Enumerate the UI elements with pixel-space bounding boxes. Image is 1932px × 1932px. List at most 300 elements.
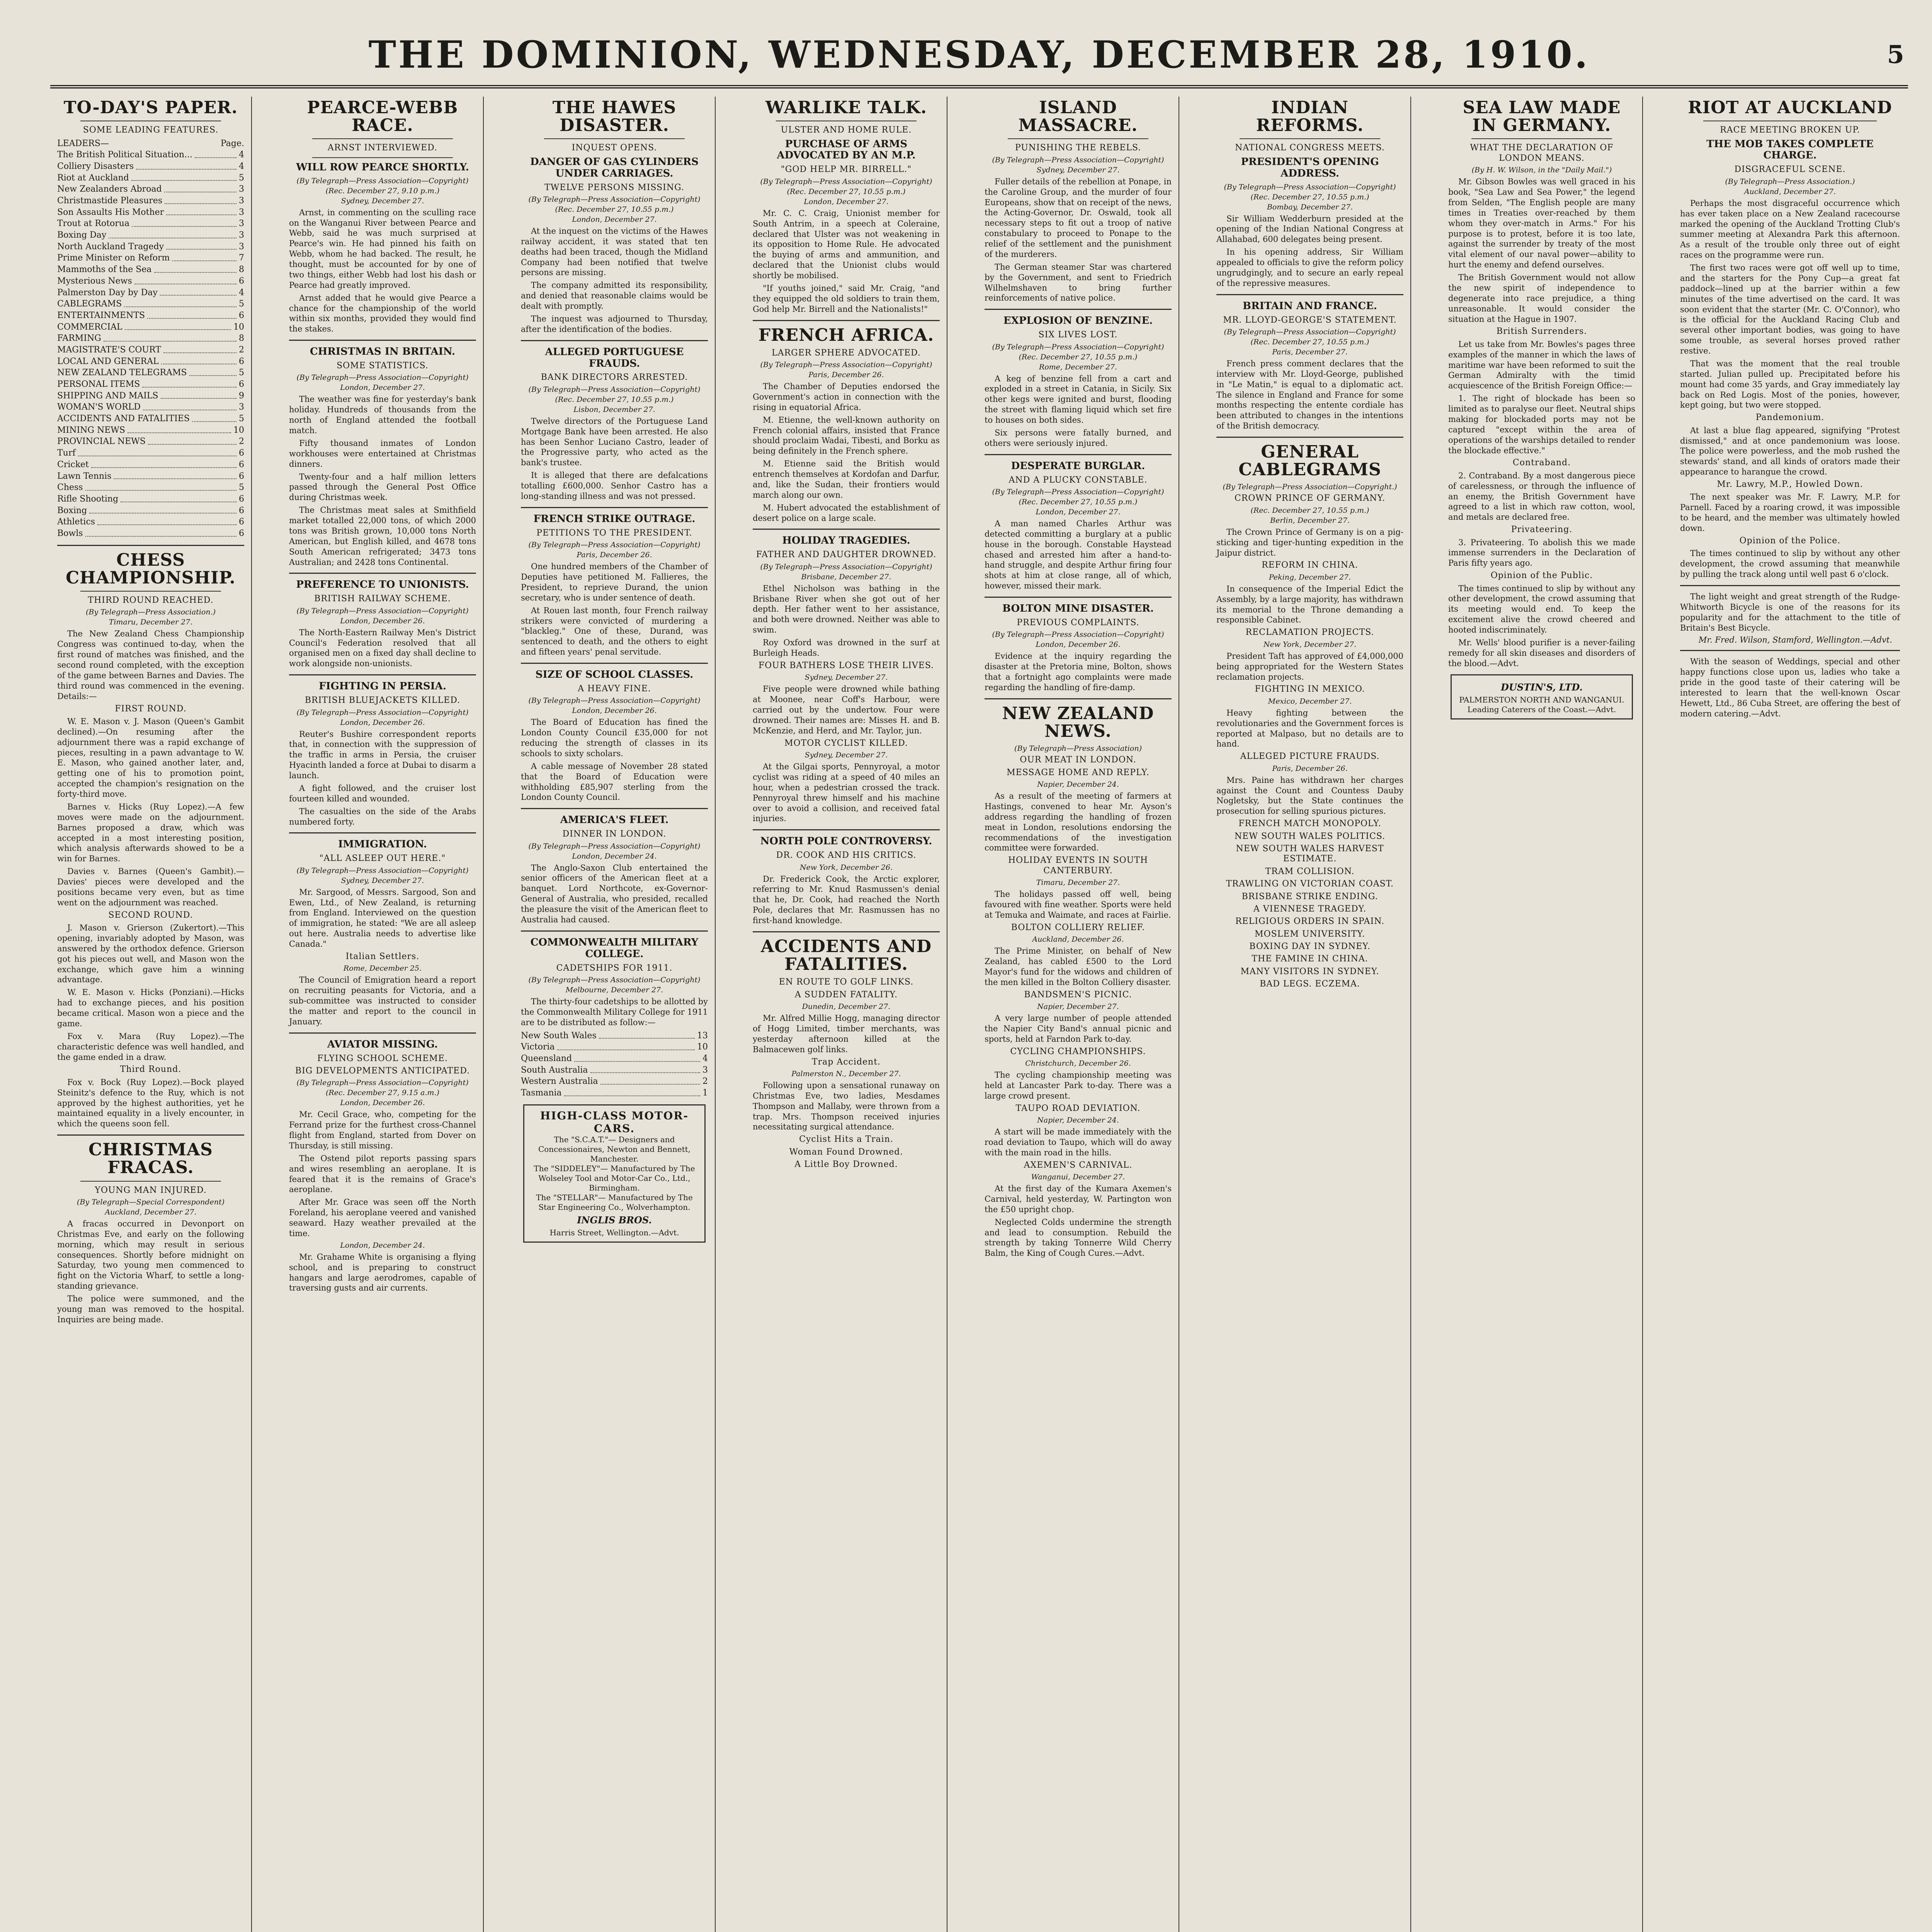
island-dateline: Sydney, December 27.	[1036, 165, 1120, 174]
riot-paragraph: That was the moment that the real trouble started. Julian pulled up. Precipitated before his mount had come 35 yards, and Gray immediately lay back on Red Logis. Most of the ponies, however, kept going, but two were stopped.	[1680, 359, 1900, 410]
contents-row	[57, 379, 244, 390]
contents-page: 6	[239, 448, 244, 458]
contents-page: 6	[239, 310, 244, 320]
dustins-brand: DUSTIN'S, LTD.	[1501, 681, 1583, 693]
moslem-university-subheading: MOSLEM UNIVERSITY.	[1255, 929, 1365, 939]
bandsmen-subheading: BANDSMEN'S PICNIC.	[1024, 990, 1132, 1000]
contents-page: 6	[239, 528, 244, 538]
contents-label: North Auckland Tragedy	[57, 242, 164, 252]
contents-label: Mysterious News	[57, 276, 132, 286]
contents-label: ENTERTAINMENTS	[57, 310, 145, 320]
picture-frauds-dateline: Paris, December 26.	[1272, 764, 1348, 773]
leader-dots	[143, 401, 236, 410]
motor-ad-line: The "STELLAR"— Manufactured by The Star Engineering Co., Wolverhampton.	[536, 1192, 693, 1212]
motor-ad-line: The "SIDDELEY"— Manufactured by The Wolseley Tool and Motor-Car Co., Ltd., Birmingham.	[534, 1163, 695, 1192]
chess-credit: (By Telegraph—Press Association.)	[85, 608, 216, 617]
leader-dots	[134, 276, 236, 284]
school-classes-paragraph: The Board of Education has fined the London County Council £35,000 for not reducing the strength of classes in its schools to sixty scholars.	[521, 718, 708, 758]
accidents-paragraph: Following upon a sensational runaway on Christmas Eve, two ladies, Mesdames Thompson and Mallaby, were thrown from a trap. Mrs. Thompson received injuries necessitating surgical attendance.	[753, 1080, 940, 1132]
contents-row	[57, 184, 244, 195]
christmas-britain-subheading: SOME STATISTICS.	[337, 361, 429, 371]
hawes-heading: THE HAWES DISASTER.	[552, 98, 677, 136]
trap-accident-dateline: Palmerston N., December 27.	[791, 1069, 901, 1078]
christmas-britain-dateline: London, December 27.	[340, 383, 425, 392]
britain-france-received: (Rec. December 27, 10.55 p.m.)	[1250, 337, 1369, 346]
pearce-dateline: Sydney, December 27.	[341, 196, 424, 205]
christmas-britain-credit: (By Telegraph—Press Association—Copyright)	[296, 373, 469, 382]
column-3	[514, 97, 716, 1932]
contents-page: 6	[239, 356, 244, 366]
pearce-webb-subheading-2: WILL ROW PEARCE SHORTLY.	[296, 161, 469, 173]
leader-dots	[148, 436, 236, 445]
holiday-paragraph: Ethel Nicholson was bathing in the Brisbane River when she got out of her depth. Her father went to her assistance, and both were drowned. Neither was able to swim.	[753, 583, 940, 635]
reclamation-subheading: RECLAMATION PROJECTS.	[1245, 628, 1374, 638]
contents-label: Christmastide Pleasures	[57, 196, 163, 206]
holiday-credit: (By Telegraph—Press Association—Copyright)	[760, 562, 932, 571]
contents-label: CABLEGRAMS	[57, 299, 122, 309]
contents-page: 3	[239, 242, 244, 252]
bolton-heading: BOLTON MINE DISASTER.	[1002, 603, 1154, 615]
lawry-subheading: Mr. Lawry, M.P., Howled Down.	[1717, 480, 1863, 490]
contents-row	[57, 172, 244, 184]
divider	[289, 340, 476, 341]
french-africa-paragraph: The Chamber of Deputies endorsed the Government's action in connection with the rising in equatorial Africa.	[753, 382, 940, 412]
riot-paragraph: The first two races were got off well up to time, and the starters for the Pony Cup—a great fat paddock—lined up at the barrier within a few minutes of the time advertised on the card. It was soon evident that the starter (Mr. C. O'Connor), who is the official for the Auckland Racing Club and several other important bodies, was going to have some trouble, as several horses proved rather restive.	[1680, 263, 1900, 355]
contents-page: 4	[239, 150, 244, 160]
contents-page: 3	[239, 402, 244, 412]
contents-label: Chess	[57, 483, 83, 493]
divider	[521, 808, 708, 809]
chess-second-round: SECOND ROUND.	[108, 910, 193, 920]
hawes-subheading: INQUEST OPENS.	[571, 143, 657, 153]
french-africa-heading: FRENCH AFRICA.	[758, 325, 934, 345]
contents-page: 6	[239, 276, 244, 286]
divider	[1216, 294, 1403, 295]
aviator-paragraph: After Mr. Grace was seen off the North Foreland, his aeroplane veered and vanished seaward. Hazy weather prevailed at the time.	[289, 1197, 476, 1238]
tram-collision-subheading: TRAM COLLISION.	[1265, 866, 1355, 876]
portuguese-subheading: BANK DIRECTORS ARRESTED.	[541, 372, 688, 383]
divider	[985, 309, 1172, 310]
contents-label: FARMING	[57, 333, 101, 344]
divider	[985, 597, 1172, 598]
contents-label: Palmerston Day by Day	[57, 287, 158, 298]
warlike-dateline: London, December 27.	[804, 197, 889, 206]
contents-row	[57, 516, 244, 528]
motor-ad-brand: INGLIS BROS.	[577, 1214, 652, 1226]
cadetship-row	[521, 1053, 708, 1065]
cadetship-count: 1	[702, 1088, 708, 1098]
bolton-dateline: London, December 26.	[1036, 640, 1121, 649]
french-strike-heading: FRENCH STRIKE OUTRAGE.	[533, 513, 696, 525]
island-massacre-subheading: PUNISHING THE REBELS.	[1015, 143, 1141, 153]
leader-dots	[97, 516, 236, 525]
column-1	[50, 97, 252, 1932]
leader-dots	[189, 367, 236, 376]
accidents-subheading-2: A SUDDEN FATALITY.	[794, 990, 898, 1000]
christmas-britain-paragraph: Twenty-four and a half million letters passed through the General Post Office during Christmas week.	[289, 472, 476, 502]
french-africa-paragraph: M. Hubert advocated the establishment of desert police on a large scale.	[753, 503, 940, 523]
portuguese-heading: ALLEGED PORTUGUESE FRAUDS.	[545, 346, 684, 369]
aviator-heading: AVIATOR MISSING.	[327, 1038, 438, 1050]
school-classes-paragraph: A cable message of November 28 stated that the Board of Education were withholding £85,907 sterling from the London County Council.	[521, 761, 708, 802]
colliery-relief-subheading: BOLTON COLLIERY RELIEF.	[1011, 922, 1145, 932]
divider	[544, 138, 685, 139]
america-fleet-heading: AMERICA'S FLEET.	[560, 814, 669, 826]
picture-frauds-subheading: ALLEGED PICTURE FRAUDS.	[1240, 752, 1380, 762]
nz-news-credit: (By Telegraph—Press Association)	[1014, 744, 1142, 753]
military-college-paragraph: The thirty-four cadetships to be allotted by the Commonwealth Military College for 1911 are to be distributed as follow:—	[521, 997, 708, 1027]
dustins-advertisement	[1451, 674, 1633, 719]
leader-dots	[192, 413, 236, 422]
advertisement-text: With the season of Weddings, special and other happy functions close upon us, ladies who take a pride in the good taste of their catering will be interested to learn that the well-known Oscar Hewett, Ltd., 86 Cuba Street, are offering the best of modern catering.—Advt.	[1680, 657, 1900, 718]
christmas-dateline: Auckland, December 27.	[105, 1208, 197, 1216]
state-name: Queensland	[521, 1054, 572, 1063]
cycling-subheading: CYCLING CHAMPIONSHIPS.	[1010, 1046, 1146, 1056]
crown-prince-paragraph: The Crown Prince of Germany is on a pig-sticking and tiger-hunting expedition in the Jaipur district.	[1216, 527, 1403, 558]
chess-paragraph: Fox v. Bock (Ruy Lopez).—Bock played Steinitz's defence to the Ruy, which is not approved by the highest authorities, yet he maintained equality in a lively encounter, in which the queens soon fell.	[57, 1077, 244, 1129]
chess-first-round: FIRST ROUND.	[115, 704, 187, 714]
holiday-tragedies-heading: HOLIDAY TRAGEDIES.	[782, 535, 910, 547]
british-surrenders-subheading: British Surrenders.	[1496, 327, 1587, 337]
contents-list	[57, 138, 244, 539]
contents-page: 5	[239, 483, 244, 493]
immigration-credit: (By Telegraph—Press Association—Copyright)	[296, 866, 469, 875]
contents-page: 9	[239, 391, 244, 401]
leader-dots	[161, 390, 236, 399]
warlike-credit: (By Telegraph—Press Association—Copyright)	[760, 177, 932, 186]
chess-paragraph: The New Zealand Chess Championship Congress was continued to-day, when the first round of matches was finished, and the second round completed, with the exception of the game between Barnes and Davies. The third round was commenced in the evening. Details:—	[57, 629, 244, 701]
christmas-britain-paragraph: The weather was fine for yesterday's bank holiday. Hundreds of thousands from the north of England attended the football match.	[289, 395, 476, 435]
leader-dots	[599, 1030, 695, 1039]
contents-label: Athletics	[57, 517, 95, 527]
hawes-subheading-3: TWELVE PERSONS MISSING.	[544, 182, 684, 192]
christmas-fracas-heading: CHRISTMAS FRACAS.	[88, 1140, 213, 1178]
immigration-heading: IMMIGRATION.	[338, 838, 427, 850]
colliery-relief-paragraph: The Prime Minister, on behalf of New Zealand, has cabled £500 to the Lord Mayor's fund for the widows and children of the men killed in the Bolton Colliery disaster.	[985, 946, 1172, 987]
britain-france-heading: BRITAIN AND FRANCE.	[1243, 300, 1377, 312]
accidents-paragraph: Mr. Alfred Millie Hogg, managing director of Hogg Limited, timber merchants, was yesterday afternoon killed at the Balmacewen golf links.	[753, 1014, 940, 1054]
chess-paragraph: Davies v. Barnes (Queen's Gambit).—Davies' pieces were developed and the positions became very even, but as time went on the adjournment was reached.	[57, 867, 244, 907]
french-strike-subheading: PETITIONS TO THE PRESIDENT.	[536, 528, 692, 538]
contents-label: Lawn Tennis	[57, 471, 112, 481]
indian-paragraph: Sir William Wedderburn presided at the opening of the Indian National Congress at Allahabad, 600 delegates being present.	[1216, 214, 1403, 244]
riot-credit: (By Telegraph—Press Association.)	[1725, 177, 1855, 186]
leader-dots	[161, 356, 236, 365]
cyclist-train-subheading: Cyclist Hits a Train.	[799, 1134, 893, 1145]
contraband-subheading: Contraband.	[1512, 458, 1571, 468]
contents-page: 3	[239, 207, 244, 217]
contents-label: LOCAL AND GENERAL	[57, 356, 159, 366]
privateering-subheading: Privateering.	[1511, 525, 1573, 535]
page-label: Page.	[220, 138, 244, 148]
leader-dots	[160, 287, 236, 296]
contents-label: Trout at Rotorua	[57, 219, 130, 229]
hawes-received: (Rec. December 27, 10.55 p.m.)	[555, 205, 674, 214]
leader-dots	[85, 482, 236, 491]
contents-page: 6	[239, 379, 244, 389]
school-classes-subheading: A HEAVY FINE.	[578, 684, 651, 694]
contents-page: 5	[239, 414, 244, 424]
leader-dots	[166, 241, 236, 250]
chess-paragraph: Barnes v. Hicks (Ruy Lopez).—A few moves were made on the adjournment. Barnes proposed a draw, which was accepted in a most interesting position, which analysis afterwards showed to be a win for Barnes.	[57, 802, 244, 864]
warlike-received: (Rec. December 27, 10.55 p.m.)	[787, 187, 906, 196]
christmas-credit: (By Telegraph—Special Correspondent)	[77, 1197, 225, 1206]
preference-dateline: London, December 26.	[340, 616, 425, 625]
column-5	[978, 97, 1179, 1932]
boy-drowned-subheading: A Little Boy Drowned.	[794, 1160, 898, 1170]
accidents-dateline: Dunedin, December 27.	[802, 1002, 891, 1011]
school-classes-credit: (By Telegraph—Press Association—Copyright)	[528, 696, 701, 705]
contents-row	[57, 447, 244, 459]
masthead-title: THE DOMINION, WEDNESDAY, DECEMBER 28, 1910.	[368, 33, 1590, 77]
cadetship-table	[521, 1030, 708, 1099]
christmas-paragraph: The police were summoned, and the young man was removed to the hospital. Inquiries are being made.	[57, 1294, 244, 1324]
italian-settlers-subheading: Italian Settlers.	[345, 951, 420, 961]
column-2	[282, 97, 484, 1932]
leader-dots	[172, 252, 236, 261]
contents-page: 3	[239, 219, 244, 229]
leader-dots	[163, 344, 236, 353]
contents-row	[57, 287, 244, 299]
motor-ad-address: Harris Street, Wellington.—Advt.	[549, 1228, 679, 1237]
pearce-paragraph: Arnst added that he would give Pearce a chance for the championship of the world within six months, provided they would find the stakes.	[289, 293, 476, 334]
immigration-paragraph: The Council of Emigration heard a report on recruiting peasants for Victoria, and a sub-committee was instructed to consider the matter and report to the council in January.	[289, 975, 476, 1026]
french-strike-credit: (By Telegraph—Press Association—Copyright)	[528, 541, 701, 549]
leader-dots	[142, 379, 236, 388]
cadetship-count: 2	[702, 1077, 708, 1087]
hawes-dateline: London, December 27.	[572, 215, 657, 224]
contents-row	[57, 482, 244, 493]
benzine-paragraph: A keg of benzine fell from a cart and exploded in a street in Catania, in Sicily. Six other kegs were ignited and burst, flooding the street with flaming liquid which set fire to houses on both sides.	[985, 374, 1172, 425]
leader-dots	[124, 298, 236, 307]
contents-page: 3	[239, 184, 244, 194]
chess-paragraph: W. E. Mason v. Hicks (Ponziani).—Hicks had to exchange pieces, and his position became critical. Mason won a piece and the game.	[57, 988, 244, 1028]
holiday-dateline: Brisbane, December 27.	[801, 572, 891, 581]
cadetship-count: 4	[702, 1054, 708, 1063]
contents-page: 4	[239, 287, 244, 298]
leader-dots	[132, 218, 236, 227]
contents-label: NEW ZEALAND TELEGRAMS	[57, 368, 187, 378]
immigration-dateline: Sydney, December 27.	[341, 876, 424, 885]
pearce-webb-heading: PEARCE-WEBB RACE.	[307, 98, 458, 136]
reclamation-dateline: New York, December 27.	[1263, 640, 1357, 649]
pearce-webb-subheading: ARNST INTERVIEWED.	[327, 143, 438, 153]
french-africa-paragraph: M. Etienne said the British would entrench themselves at Kordofan and Darfur, and, like the Sudan, their frontiers would march along our own.	[753, 459, 940, 500]
cadetship-row	[521, 1065, 708, 1076]
military-college-dateline: Melbourne, December 27.	[565, 986, 663, 994]
column-4	[746, 97, 947, 1932]
warlike-subheading-2: PURCHASE OF ARMS ADVOCATED BY AN M.P.	[777, 138, 916, 162]
contents-label: Cricket	[57, 459, 89, 469]
cycling-paragraph: The cycling championship meeting was held at Lancaster Park to-day. There was a large crowd present.	[985, 1070, 1172, 1100]
divider	[1216, 437, 1403, 438]
aviator-paragraph: Mr. Cecil Grace, who, competing for the Ferrand prize for the furthest cross-Channel flight from England, started from Dover on Thursday, is still missing.	[289, 1110, 476, 1150]
divider	[1008, 138, 1148, 139]
warlike-talk-heading: WARLIKE TALK.	[765, 98, 927, 117]
motor-cyclist-dateline: Sydney, December 27.	[804, 751, 888, 760]
cadetship-row	[521, 1087, 708, 1099]
contents-row	[57, 321, 244, 333]
island-paragraph: Fuller details of the rebellion at Ponape, in the Caroline Group, and the murder of four Europeans, show that on receipt of the news, the Acting-Governor, Dr. Oswald, took all necessary steps to fit out a troop of native constabulary to proceed to Ponape to the relief of the settlement and the punishment of the murderers.	[985, 177, 1172, 259]
britain-france-subheading: MR. LLOYD-GEORGE'S STATEMENT.	[1223, 315, 1397, 325]
america-fleet-credit: (By Telegraph—Press Association—Copyright)	[528, 842, 701, 850]
warlike-paragraph: Mr. C. C. Craig, Unionist member for South Antrim, in a speech at Coleraine, declared that Ulster was not weakening in its opposition to Home Rule. He advocated the buying of arms and ammunition, and declared that the Unionist clubs would shortly be mobilised.	[753, 208, 940, 280]
portuguese-paragraph: Twelve directors of the Portuguese Land Mortgage Bank have been arrested. He also has been Senhor Luciano Castro, leader of the Progressive party, who acted as the bank's trustee.	[521, 416, 708, 468]
benzine-paragraph: Six persons were fatally burned, and others were seriously injured.	[985, 428, 1172, 448]
contents-page: 8	[239, 333, 244, 344]
riot-paragraph: The times continued to slip by without any other development, the crowd assuming that meanwhile by pulling the track along until well past 6 o'clock.	[1680, 549, 1900, 579]
cadetship-count: 3	[702, 1065, 708, 1075]
bolton-paragraph: Evidence at the inquiry regarding the disaster at the Pretoria mine, Bolton, shows that a fortnight ago complaints were made regarding the handling of fire-damp.	[985, 651, 1172, 692]
contents-page: 8	[239, 265, 244, 275]
carnival-subheading: AXEMEN'S CARNIVAL.	[1024, 1160, 1133, 1170]
chess-heading: CHESS CHAMPIONSHIP.	[66, 550, 236, 588]
religious-orders-subheading: RELIGIOUS ORDERS IN SPAIN.	[1235, 917, 1384, 927]
leader-dots	[154, 264, 236, 273]
bad-legs-subheading: BAD LEGS. ECZEMA.	[1260, 979, 1360, 989]
indian-dateline: Bombay, December 27.	[1267, 202, 1353, 211]
general-cablegrams-heading: GENERAL CABLEGRAMS	[1238, 442, 1381, 480]
advertisement-signature: Mr. Fred. Wilson, Stamford, Wellington.—Advt.	[1698, 635, 1892, 645]
america-fleet-subheading: DINNER IN LONDON.	[562, 829, 667, 839]
christmas-britain-paragraph: Fifty thousand inmates of London workhouses were entertained at Christmas dinners.	[289, 438, 476, 469]
britain-france-dateline: Paris, December 27.	[1272, 347, 1348, 356]
colliery-relief-dateline: Auckland, December 26.	[1032, 935, 1124, 944]
french-africa-paragraph: M. Etienne, the well-known authority on French colonial affairs, insisted that France should proclaim Wadai, Tibesti, and Borku as being definitely in the French sphere.	[753, 415, 940, 456]
contents-page: 7	[239, 253, 244, 263]
contents-label: Boxing	[57, 505, 87, 515]
contents-row	[57, 436, 244, 447]
immigration-paragraph: Mr. Sargood, of Messrs. Sargood, Son and Ewen, Ltd., of New Zealand, is returning from England. Interviewed on the question of immigration, he stated: "We are all asleep out here. Australia needs to advertise like Canada."	[289, 887, 476, 949]
column-7	[1441, 97, 1643, 1932]
contents-row	[57, 207, 244, 218]
contents-row	[57, 276, 244, 287]
leaders-label: LEADERS—	[57, 138, 109, 148]
general-cablegrams-credit: (By Telegraph—Press Association—Copyright.)	[1223, 483, 1397, 492]
motor-cyclist-paragraph: At the Gilgai sports, Pennyroyal, a motor cyclist was riding at a speed of 40 miles an hour, when a pedestrian crossed the track. Pennyroyal threw himself and his machine over to avoid a collision, and received fatal injuries.	[753, 762, 940, 823]
military-college-heading: COMMONWEALTH MILITARY COLLEGE.	[530, 936, 699, 960]
contents-page: 5	[239, 299, 244, 309]
north-pole-heading: NORTH POLE CONTROVERSY.	[760, 835, 932, 847]
divider	[753, 931, 940, 932]
accidents-heading: ACCIDENTS AND FATALITIES.	[760, 936, 932, 975]
reform-china-subheading: REFORM IN CHINA.	[1262, 560, 1358, 570]
contents-row	[57, 390, 244, 402]
contents-label: Mammoths of the Sea	[57, 265, 152, 275]
nsw-harvest-subheading: NEW SOUTH WALES HARVEST ESTIMATE.	[1236, 844, 1384, 864]
contents-label: ACCIDENTS AND FATALITIES	[57, 414, 190, 424]
cadetship-count: 13	[697, 1031, 708, 1041]
contents-label: COMMERCIAL	[57, 322, 122, 332]
mexico-dateline: Mexico, December 27.	[1268, 697, 1352, 706]
contents-label: New Zealanders Abroad	[57, 184, 162, 194]
public-opinion-subheading: Opinion of the Public.	[1490, 571, 1593, 581]
trap-accident-subheading: Trap Accident.	[811, 1057, 881, 1067]
contents-row	[57, 367, 244, 379]
sea-law-subheading: WHAT THE DECLARATION OF LONDON MEANS.	[1470, 143, 1614, 163]
state-name: Victoria	[521, 1042, 555, 1052]
bandsmen-paragraph: A very large number of people attended the Napier City Band's annual picnic and sports, held at Farndon Park to-day.	[985, 1013, 1172, 1044]
leader-dots	[600, 1076, 700, 1085]
divider	[1680, 585, 1900, 586]
motor-car-advertisement	[523, 1104, 706, 1243]
state-name: South Australia	[521, 1065, 588, 1075]
immigration-subheading: "ALL ASLEEP OUT HERE."	[319, 854, 446, 864]
contents-row	[57, 298, 244, 310]
french-africa-credit: (By Telegraph—Press Association—Copyright)	[760, 361, 932, 369]
island-credit: (By Telegraph—Press Association—Copyright)	[992, 155, 1164, 164]
four-bathers-subheading: FOUR BATHERS LOSE THEIR LIVES.	[758, 660, 934, 670]
riot-dateline: Auckland, December 27.	[1744, 187, 1836, 196]
leader-dots	[78, 447, 236, 456]
persia-credit: (By Telegraph—Press Association—Copyright)	[296, 708, 469, 717]
crown-prince-received: (Rec. December 27, 10.55 p.m.)	[1250, 506, 1369, 515]
aviator-subheading-2: BIG DEVELOPMENTS ANTICIPATED.	[295, 1066, 470, 1076]
trawling-subheading: TRAWLING ON VICTORIAN COAST.	[1226, 879, 1394, 889]
north-pole-paragraph: Dr. Frederick Cook, the Arctic explorer, referring to Mr. Knud Rasmussen's denial that he, Dr. Cook, had reached the North Pole, declares that Mr. Rasmussen has no first-hand knowledge.	[753, 874, 940, 925]
four-bathers-dateline: Sydney, December 27.	[804, 673, 888, 682]
burglar-dateline: London, December 27.	[1036, 507, 1121, 516]
carnival-dateline: Wanganui, December 27.	[1031, 1173, 1125, 1181]
divider	[312, 138, 453, 139]
reform-china-dateline: Peking, December 27.	[1269, 573, 1351, 582]
contents-label: MAGISTRATE'S COURT	[57, 345, 161, 355]
contents-page: 5	[239, 368, 244, 378]
contents-page: 6	[239, 494, 244, 504]
reform-china-paragraph: In consequence of the Imperial Edict the Assembly, by a large majority, has withdrawn its memorial to the Throne demanding a responsible Cabinet.	[1216, 584, 1403, 625]
leader-dots	[557, 1041, 695, 1050]
hawes-paragraph: The company admitted its responsibility, and denied that reasonable claims would be dealt with promptly.	[521, 281, 708, 311]
mexico-paragraph: Heavy fighting between the revolutionaries and the Government forces is reported at Malpaso, but no details are to hand.	[1216, 708, 1403, 749]
christmas-paragraph: A fracas occurred in Devonport on Christmas Eve, and early on the following morning, which may result in serious consequences. Shortly before midnight on Saturday, two young men commenced to fight on the Victoria Wharf, to settle a long-standing grievance.	[57, 1219, 244, 1291]
hawes-subheading-2: DANGER OF GAS CYLINDERS UNDER CARRIAGES.	[530, 156, 699, 179]
persia-subheading: BRITISH BLUEJACKETS KILLED.	[304, 696, 461, 706]
chess-paragraph: Fox v. Mara (Ruy Lopez).—The characteristic defence was well handled, and the game ended in a draw.	[57, 1031, 244, 1062]
preference-heading: PREFERENCE TO UNIONISTS.	[296, 579, 469, 591]
mexico-subheading: FIGHTING IN MEXICO.	[1255, 684, 1365, 694]
sea-law-paragraph: Mr. Gibson Bowles was well graced in his book, "Sea Law and Sea Power," the legend from Selden, "The English people are many times in Treaties over-reached by them whom they over-match in Arms." For his purpose is to protest, before it is too late, against the surrender by treaty of the most vital element of our naval power—ability to hurt the enemy and defend ourselves.	[1448, 177, 1635, 270]
aviator-paragraph: Mr. Grahame White is organising a flying school, and is preparing to construct hangars and large aerodromes, capable of traversing gusts and air currents.	[289, 1252, 476, 1293]
preference-subheading: BRITISH RAILWAY SCHEME.	[314, 594, 451, 604]
police-opinion-subheading: Opinion of the Police.	[1739, 536, 1841, 546]
nz-meat-dateline: Napier, December 24.	[1037, 780, 1119, 789]
divider	[289, 832, 476, 833]
cycling-dateline: Christchurch, December 26.	[1025, 1059, 1131, 1068]
persia-paragraph: A fight followed, and the cruiser lost fourteen killed and wounded.	[289, 783, 476, 803]
contents-row	[57, 425, 244, 436]
state-name: Western Australia	[521, 1077, 598, 1087]
warlike-paragraph: "If youths joined," said Mr. Craig, "and they equipped the old soldiers to train them, God help Mr. Birrell and the Nationalists!"	[753, 283, 940, 314]
military-college-subheading: CADETSHIPS FOR 1911.	[556, 963, 673, 973]
persia-paragraph: The casualties on the side of the Arabs numbered forty.	[289, 806, 476, 827]
contents-label: PERSONAL ITEMS	[57, 379, 140, 389]
contents-page: 6	[239, 459, 244, 469]
chess-dateline: Timaru, December 27.	[109, 618, 193, 627]
contents-page: 5	[239, 173, 244, 183]
viennese-tragedy-subheading: A VIENNESE TRAGEDY.	[1253, 904, 1367, 914]
benzine-heading: EXPLOSION OF BENZINE.	[1003, 315, 1153, 327]
contents-row	[57, 195, 244, 207]
motor-ad-heading: HIGH-CLASS MOTOR-CARS.	[540, 1109, 689, 1135]
sea-law-paragraph: Let us take from Mr. Bowles's pages three examples of the manner in which the laws of maritime war have been reformed to suit the German Admiralty with the timid acquiescence of the British Foreign Office:—	[1448, 339, 1635, 391]
burglar-paragraph: A man named Charles Arthur was detected committing a burglary at a public house in the borough. Constable Haystead chased and arrested him after a hand-to-hand struggle, and despite Arthur firing four shots at him at close range, all of which, however, missed their mark.	[985, 519, 1172, 591]
preference-paragraph: The North-Eastern Railway Men's District Council's Federation resolved that all organised men on a fixed day shall decline to work alongside non-unionists.	[289, 628, 476, 668]
divider	[57, 1134, 244, 1136]
leader-dots	[166, 207, 236, 216]
masthead	[50, 31, 1908, 88]
indian-paragraph: In his opening address, Sir William appealed to officials to give the reform policy ungrudgingly, and to secure an early repeal of the repressive measures.	[1216, 247, 1403, 288]
contents-label: PROVINCIAL NEWS	[57, 437, 146, 447]
